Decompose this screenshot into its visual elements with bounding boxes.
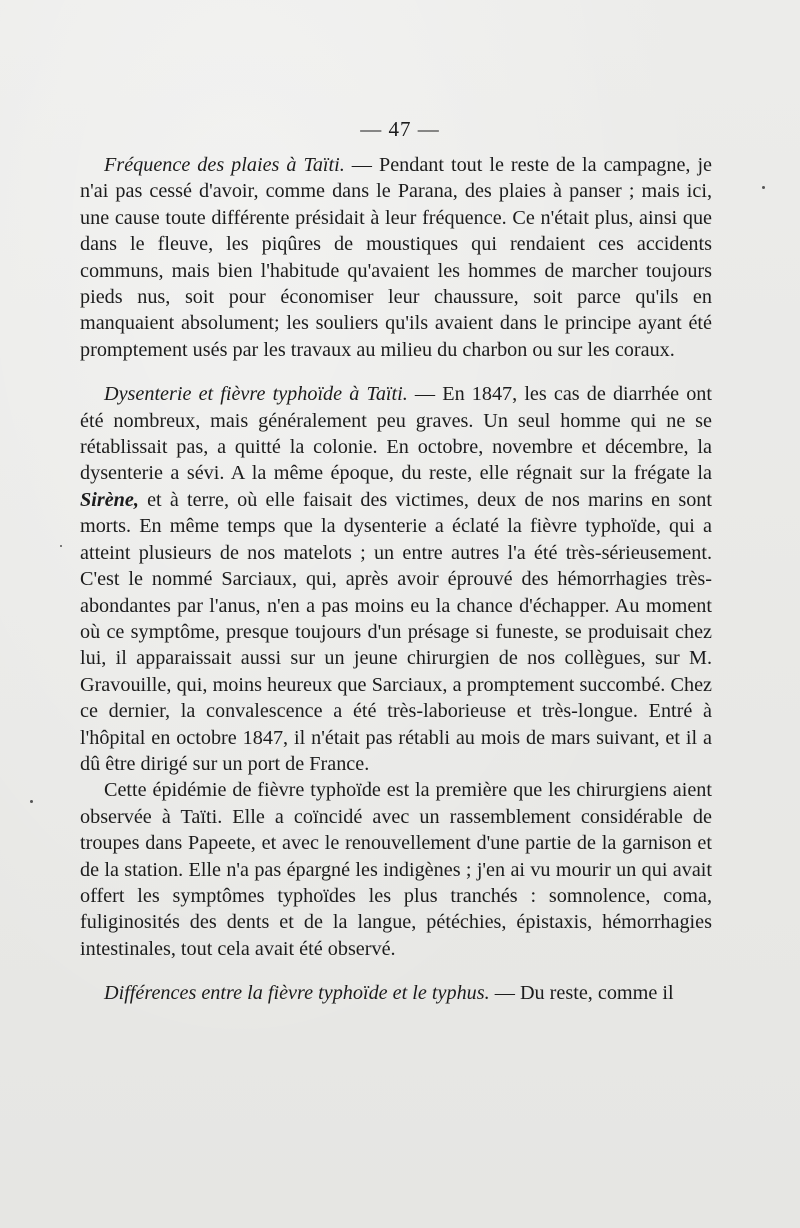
paragraph-text: — Pendant tout le reste de la campagne, je n'ai pas cessé d'avoir, comme dans le Parana, des plaies à panser ; mais ici, une cause toute différente présidait à leur fréquence. Ce n'était plus, ainsi que dans le fleuve, les piqûres de moustiques qui rendaient ces accidents communs, mais bien l'habitude qu'avaient les hommes de marcher toujours pieds nus, soit pour économiser leur chaussure, soit parce qu'ils en manquaient absolument; les souliers qu'ils avaient dans le principe ayant été promptement usés par les travaux au milieu du charbon ou sur les coraux. [80, 154, 713, 361]
page-number: — 47 — [360, 117, 440, 141]
section-heading-dysentery: Dysenterie et fièvre typhoïde à Taïti. [104, 383, 408, 406]
paragraph-differences [80, 980, 712, 1006]
paragraph-text: Cette épidémie de fièvre typhoïde est la première que les chirurgiens aient observée à Taïti. Elle a coïncidé avec un rassemblement considérable de troupes dans Papeete, et avec le renouvellement d'une partie de la garnison et de la station. Elle n'a pas épargné les indigènes ; j'en ai vu mourir un qui avait offert les symptômes typhoïdes les plus tranchés : somnolence, coma, fuliginosités des dents et de la langue, pétéchies, épistaxis, hémorrhagies intestinales, tout cela avait été observé. [80, 779, 712, 960]
ink-speck [60, 545, 62, 547]
ink-speck [762, 186, 765, 189]
paragraph-text: — En 1847, les cas de diarrhée ont été nombreux, mais généralement peu graves. Un seul homme qui ne se rétablissait pas, a quitté la colonie. En octobre, novembre et décembre, la dysenterie a sévi. A la même époque, du reste, elle régnait sur la frégate la [80, 383, 712, 485]
ship-name: Sirène, [80, 488, 139, 511]
ink-speck [30, 800, 33, 803]
section-heading-wounds: Fréquence des plaies à Taïti. [104, 154, 345, 176]
paragraph-text: et à terre, où elle faisait des victimes, deux de nos marins en sont morts. En même temps que la dysenterie a éclaté la fièvre typhoïde, qui a atteint plusieurs de nos matelots ; un entre autres l'a été très-sérieusement. C'est le nommé Sarciaux, qui, après avoir éprouvé des hémorrhagies très-abondantes par l'anus, n'en a pas moins eu la chance d'échapper. Au moment où ce symptôme, presque toujours d'un présage si funeste, se produisait chez lui, il apparaissait aussi sur un jeune chirurgien de nos collègues, sur M. Gravouille, qui, moins heureux que Sarciaux, a promptement succombé. Chez ce dernier, la convalescence a été très-laborieuse et très-longue. Entré à l'hôpital en octobre 1847, il n'était pas rétabli au mois de mars suivant, et il a dû être dirigé sur un port de France. [80, 488, 712, 775]
paragraph-wound-frequency [80, 152, 712, 363]
body-text [80, 152, 712, 1007]
paragraph-dysentery-typhoid [80, 381, 712, 777]
paragraph-epidemic [80, 777, 712, 962]
section-heading-differences: Différences entre la fièvre typhoïde et le typhus. [104, 982, 490, 1005]
paragraph-text: — Du reste, comme il [489, 982, 674, 1005]
